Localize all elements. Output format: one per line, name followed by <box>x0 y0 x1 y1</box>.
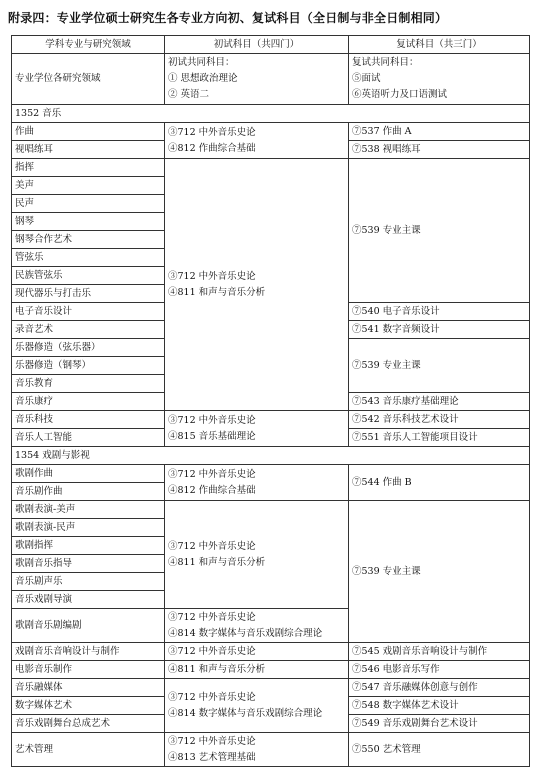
table-header-row <box>12 36 530 54</box>
first-exam-item: ④814 数字媒体与音乐戏剧综合理论 <box>168 627 323 639</box>
first-exam-item: ④813 艺术管理基础 <box>168 751 256 763</box>
first-exam-item: ③712 中外音乐史论 <box>168 414 256 426</box>
field-cell: 音乐人工智能 <box>12 429 165 447</box>
field-cell: 乐器修造（钢琴） <box>12 357 165 375</box>
retest-cell: ⑦550 艺术管理 <box>349 733 530 767</box>
section-row <box>12 447 530 465</box>
first-exam-cell <box>165 465 349 501</box>
retest-cell: ⑦539 专业主课 <box>349 501 530 643</box>
field-cell: 美声 <box>12 177 165 195</box>
field-cell: 视唱练耳 <box>12 141 165 159</box>
field-cell: 电影音乐制作 <box>12 661 165 679</box>
first-exam-cell: ④811 和声与音乐分析 <box>165 661 349 679</box>
common-first-item: ① 思想政治理论 <box>168 73 238 84</box>
table-row <box>12 465 530 483</box>
first-exam-cell <box>165 411 349 447</box>
field-cell: 音乐康疗 <box>12 393 165 411</box>
first-exam-item: ③712 中外音乐史论 <box>168 540 256 552</box>
common-subjects-row <box>12 54 530 105</box>
field-cell: 音乐科技 <box>12 411 165 429</box>
retest-cell: ⑦551 音乐人工智能项目设计 <box>349 429 530 447</box>
field-cell: 歌剧作曲 <box>12 465 165 483</box>
first-exam-item: ③712 中外音乐史论 <box>168 735 256 747</box>
retest-cell: ⑦545 戏剧音乐音响设计与制作 <box>349 643 530 661</box>
table-row <box>12 679 530 697</box>
table-row <box>12 159 530 177</box>
table-row <box>12 123 530 141</box>
first-exam-cell <box>165 679 349 733</box>
retest-cell: ⑦548 数字媒体艺术设计 <box>349 697 530 715</box>
retest-cell: ⑦539 专业主课 <box>349 339 530 393</box>
field-cell: 钢琴 <box>12 213 165 231</box>
common-first-title: 初试共同科目： <box>168 57 235 68</box>
first-exam-item: ④815 音乐基础理论 <box>168 430 256 442</box>
first-exam-item: ③712 中外音乐史论 <box>168 468 256 480</box>
field-cell: 数字媒体艺术 <box>12 697 165 715</box>
first-exam-item: ④812 作曲综合基础 <box>168 484 256 496</box>
field-cell: 乐器修造（弦乐器） <box>12 339 165 357</box>
first-exam-item: ④811 和声与音乐分析 <box>168 286 266 298</box>
first-exam-cell <box>165 733 349 767</box>
table-row <box>12 411 530 429</box>
common-retest-cell <box>349 54 530 105</box>
header-retest: 复试科目（共三门） <box>349 36 530 54</box>
table-row <box>12 661 530 679</box>
field-cell: 民族管弦乐 <box>12 267 165 285</box>
retest-cell: ⑦544 作曲 B <box>349 465 530 501</box>
retest-cell: ⑦546 电影音乐写作 <box>349 661 530 679</box>
retest-cell: ⑦542 音乐科技艺术设计 <box>349 411 530 429</box>
common-retest-title: 复试共同科目： <box>352 57 419 68</box>
header-field: 学科专业与研究领域 <box>12 36 165 54</box>
first-exam-cell <box>165 609 349 643</box>
retest-cell: ⑦547 音乐融媒体创意与创作 <box>349 679 530 697</box>
first-exam-item: ③712 中外音乐史论 <box>168 126 256 138</box>
first-exam-item: ④811 和声与音乐分析 <box>168 556 266 568</box>
common-retest-item: ⑤面试 <box>352 73 381 84</box>
field-cell: 歌剧音乐剧编剧 <box>12 609 165 643</box>
first-exam-cell <box>165 159 349 411</box>
field-cell: 管弦乐 <box>12 249 165 267</box>
common-first-item: ② 英语二 <box>168 89 210 100</box>
table-row <box>12 733 530 767</box>
field-cell: 电子音乐设计 <box>12 303 165 321</box>
table-row <box>12 643 530 661</box>
field-cell: 作曲 <box>12 123 165 141</box>
field-cell: 录音艺术 <box>12 321 165 339</box>
section-row <box>12 105 530 123</box>
field-cell: 音乐戏剧导演 <box>12 591 165 609</box>
section-title: 1352 音乐 <box>12 105 530 123</box>
first-exam-item: ③712 中外音乐史论 <box>168 691 256 703</box>
first-exam-item: ③712 中外音乐史论 <box>168 270 256 282</box>
common-retest-item: ⑥英语听力及口语测试 <box>352 89 448 100</box>
field-cell: 音乐教育 <box>12 375 165 393</box>
retest-cell: ⑦540 电子音乐设计 <box>349 303 530 321</box>
common-field: 专业学位各研究领域 <box>12 54 165 105</box>
field-cell: 音乐剧作曲 <box>12 483 165 501</box>
retest-cell: ⑦539 专业主课 <box>349 159 530 303</box>
field-cell: 现代器乐与打击乐 <box>12 285 165 303</box>
first-exam-item: ④812 作曲综合基础 <box>168 142 256 154</box>
common-first-cell <box>165 54 349 105</box>
retest-cell: ⑦543 音乐康疗基础理论 <box>349 393 530 411</box>
first-exam-cell <box>165 501 349 609</box>
field-cell: 音乐融媒体 <box>12 679 165 697</box>
retest-cell: ⑦549 音乐戏剧舞台艺术设计 <box>349 715 530 733</box>
section-title: 1354 戏剧与影视 <box>12 447 530 465</box>
retest-cell: ⑦537 作曲 A <box>349 123 530 141</box>
field-cell: 指挥 <box>12 159 165 177</box>
field-cell: 音乐戏剧舞台总成艺术 <box>12 715 165 733</box>
header-first-exam: 初试科目（共四门） <box>165 36 349 54</box>
retest-cell: ⑦541 数字音频设计 <box>349 321 530 339</box>
field-cell: 民声 <box>12 195 165 213</box>
field-cell: 音乐剧声乐 <box>12 573 165 591</box>
field-cell: 戏剧音乐音响设计与制作 <box>12 643 165 661</box>
document-title: 附录四：专业学位硕士研究生各专业方向初、复试科目（全日制与非全日制相同） <box>8 11 448 25</box>
retest-cell: ⑦538 视唱练耳 <box>349 141 530 159</box>
first-exam-cell: ③712 中外音乐史论 <box>165 643 349 661</box>
table-row <box>12 501 530 519</box>
subjects-table <box>11 35 530 767</box>
field-cell: 钢琴合作艺术 <box>12 231 165 249</box>
first-exam-item: ④814 数字媒体与音乐戏剧综合理论 <box>168 707 323 719</box>
field-cell: 艺术管理 <box>12 733 165 767</box>
first-exam-cell <box>165 123 349 159</box>
field-cell: 歌剧表演-美声 <box>12 501 165 519</box>
field-cell: 歌剧表演-民声 <box>12 519 165 537</box>
field-cell: 歌剧指挥 <box>12 537 165 555</box>
first-exam-item: ③712 中外音乐史论 <box>168 611 256 623</box>
field-cell: 歌剧音乐指导 <box>12 555 165 573</box>
